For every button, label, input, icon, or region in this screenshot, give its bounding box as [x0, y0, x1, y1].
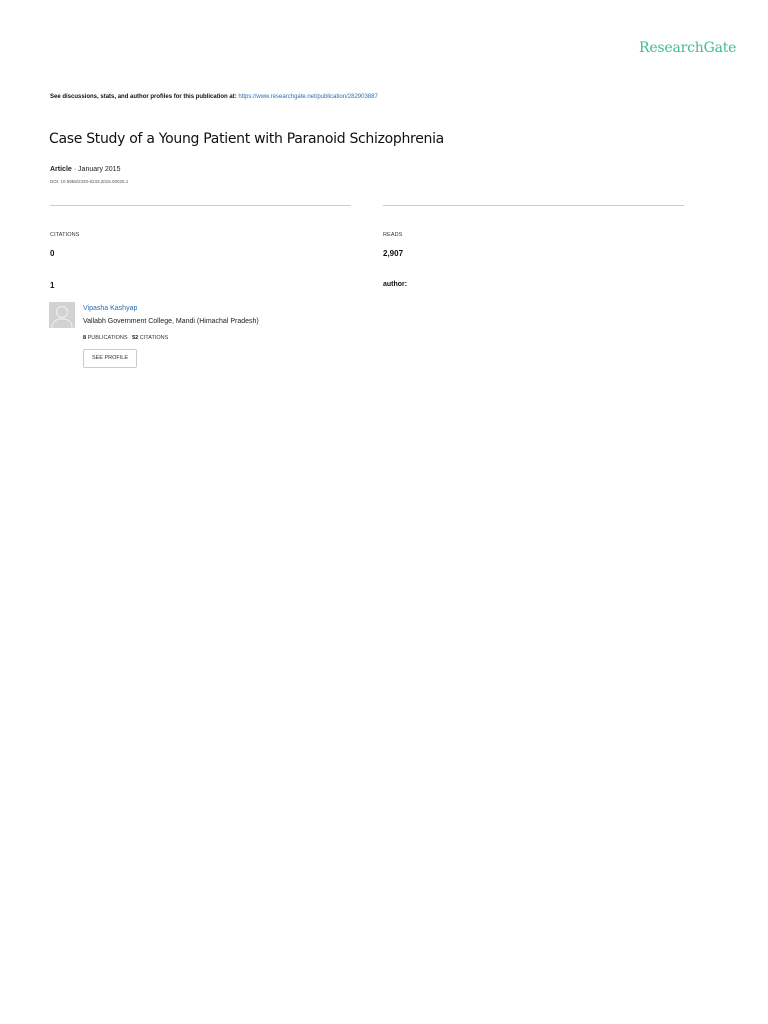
- authors-count: 1: [50, 281, 55, 290]
- publication-type: Article: [50, 166, 72, 173]
- author-publications-count: 8: [83, 335, 87, 341]
- disclaimer-label: See discussions, stats, and author profiles for this publication at:: [50, 94, 237, 100]
- author-institution: Vallabh Government College, Mandi (Himachal Pradesh): [83, 318, 259, 325]
- divider-left: [50, 205, 351, 206]
- author-name-link[interactable]: Vipasha Kashyap: [83, 305, 138, 312]
- publication-disclaimer: [50, 94, 378, 100]
- author-publications-label: PUBLICATIONS: [87, 335, 128, 341]
- publication-doi: DOI: 10.5958/2320-6233.2015.00025.1: [50, 179, 129, 184]
- author-citations-label: CITATIONS: [139, 335, 169, 341]
- citations-count: 0: [50, 249, 55, 258]
- author-avatar[interactable]: [49, 302, 75, 328]
- reads-label: READS: [383, 232, 403, 238]
- publication-title: Case Study of a Young Patient with Paranoid Schizophrenia: [49, 131, 444, 147]
- researchgate-logo[interactable]: ResearchGate: [639, 40, 737, 56]
- author-stats: [83, 335, 168, 341]
- divider-right: [383, 205, 684, 206]
- author-citations-count: 52: [132, 335, 139, 341]
- reads-count: 2,907: [383, 249, 404, 258]
- user-silhouette-icon: [49, 302, 75, 328]
- meta-separator: ·: [73, 166, 77, 173]
- publication-date: January 2015: [78, 166, 121, 173]
- see-profile-button[interactable]: SEE PROFILE: [83, 349, 137, 368]
- publication-meta: [50, 166, 120, 173]
- publication-url-link[interactable]: https://www.researchgate.net/publication/282903887: [238, 94, 378, 100]
- authors-label: author:: [383, 281, 408, 288]
- citations-label: CITATIONS: [50, 232, 80, 238]
